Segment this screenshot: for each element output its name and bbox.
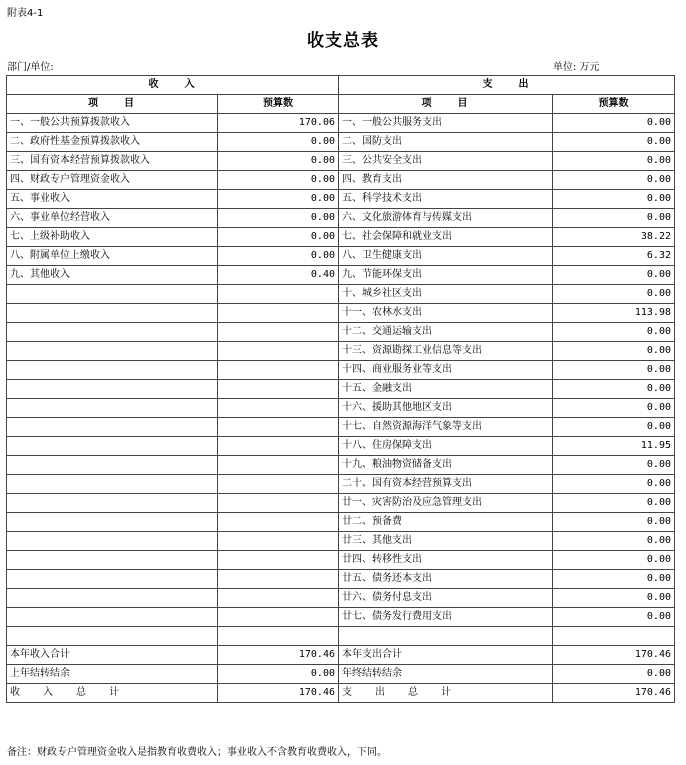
blank-cell xyxy=(7,494,218,513)
blank-cell xyxy=(218,342,339,361)
table-row xyxy=(7,551,675,570)
income-item-label: 八、附属单位上缴收入 xyxy=(7,247,218,266)
expense-item-label: 九、节能环保支出 xyxy=(339,266,553,285)
blank-cell xyxy=(218,418,339,437)
annual-total-row xyxy=(7,645,675,664)
expense-item-label: 廿四、转移性支出 xyxy=(339,551,553,570)
income-item-header: 项 目 xyxy=(7,95,218,114)
table-row xyxy=(7,304,675,323)
expense-item-label: 十四、商业服务业等支出 xyxy=(339,361,553,380)
expense-item-label: 七、社会保障和就业支出 xyxy=(339,228,553,247)
expense-item-label: 廿五、债务还本支出 xyxy=(339,570,553,589)
blank-cell xyxy=(7,380,218,399)
expense-item-value: 113.98 xyxy=(553,304,675,323)
table-row xyxy=(7,209,675,228)
table-row xyxy=(7,494,675,513)
table-row xyxy=(7,323,675,342)
income-item-label: 五、事业收入 xyxy=(7,190,218,209)
blank-cell xyxy=(218,456,339,475)
income-header: 收 入 xyxy=(7,76,339,95)
expense-budget-header: 预算数 xyxy=(553,95,675,114)
blank-cell xyxy=(218,513,339,532)
income-item-label: 一、一般公共预算拨款收入 xyxy=(7,114,218,133)
expense-item-value: 0.00 xyxy=(553,456,675,475)
blank-cell xyxy=(7,570,218,589)
expense-item-label: 八、卫生健康支出 xyxy=(339,247,553,266)
income-item-label: 四、财政专户管理资金收入 xyxy=(7,171,218,190)
blank-cell xyxy=(7,323,218,342)
table-row xyxy=(7,475,675,494)
blank-cell xyxy=(218,323,339,342)
income-year-label: 本年收入合计 xyxy=(7,645,218,664)
footnote: 备注：财政专户管理资金收入是指教育收费收入；事业收入不含教育收费收入，下同。 xyxy=(7,747,387,758)
table-row xyxy=(7,342,675,361)
table-row xyxy=(7,285,675,304)
expense-item-value: 0.00 xyxy=(553,551,675,570)
blank-cell xyxy=(7,532,218,551)
expense-item-label: 廿七、债务发行费用支出 xyxy=(339,608,553,627)
expense-item-value: 0.00 xyxy=(553,266,675,285)
table-row xyxy=(7,608,675,627)
table-row xyxy=(7,228,675,247)
expense-item-label: 三、公共安全支出 xyxy=(339,152,553,171)
expense-item-label: 五、科学技术支出 xyxy=(339,190,553,209)
expense-item-header: 项 目 xyxy=(339,95,553,114)
column-header-row xyxy=(7,95,675,114)
expense-item-value: 0.00 xyxy=(553,513,675,532)
table-row xyxy=(7,190,675,209)
unit-label: 单位: 万元 xyxy=(553,62,600,73)
expense-item-label: 十六、援助其他地区支出 xyxy=(339,399,553,418)
blank-cell xyxy=(7,361,218,380)
income-item-value: 0.00 xyxy=(218,152,339,171)
table-row xyxy=(7,114,675,133)
table-row xyxy=(7,171,675,190)
expense-item-value: 0.00 xyxy=(553,380,675,399)
carry-out-value: 0.00 xyxy=(553,664,675,683)
group-header-row xyxy=(7,76,675,95)
expense-item-value: 0.00 xyxy=(553,133,675,152)
blank-cell xyxy=(7,589,218,608)
blank-cell xyxy=(218,589,339,608)
income-total-value: 170.46 xyxy=(218,683,339,702)
expense-item-value: 11.95 xyxy=(553,437,675,456)
expense-item-value: 0.00 xyxy=(553,285,675,304)
blank-cell xyxy=(7,285,218,304)
table-row xyxy=(7,152,675,171)
expense-year-value: 170.46 xyxy=(553,645,675,664)
expense-item-value: 0.00 xyxy=(553,494,675,513)
blank-cell xyxy=(7,418,218,437)
expense-item-label: 十八、住房保障支出 xyxy=(339,437,553,456)
income-total-label: 收 入 总 计 xyxy=(7,683,218,702)
blank-cell xyxy=(7,437,218,456)
table-row xyxy=(7,361,675,380)
expense-item-label: 十二、交通运输支出 xyxy=(339,323,553,342)
income-item-value: 0.00 xyxy=(218,228,339,247)
page-title: 收支总表 xyxy=(307,31,379,51)
expense-item-label: 一、一般公共服务支出 xyxy=(339,114,553,133)
blank-cell xyxy=(7,513,218,532)
blank-cell xyxy=(218,532,339,551)
blank-cell xyxy=(218,608,339,627)
expense-total-label: 支 出 总 计 xyxy=(339,683,553,702)
table-row xyxy=(7,456,675,475)
expense-item-label: 廿六、债务付息支出 xyxy=(339,589,553,608)
income-item-label: 六、事业单位经营收入 xyxy=(7,209,218,228)
expense-item-value: 0.00 xyxy=(553,114,675,133)
expense-item-value: 0.00 xyxy=(553,190,675,209)
income-budget-header: 预算数 xyxy=(218,95,339,114)
department-label: 部门/单位: xyxy=(7,62,54,73)
table-row xyxy=(7,247,675,266)
expense-item-label: 六、文化旅游体育与传媒支出 xyxy=(339,209,553,228)
income-item-label: 九、其他收入 xyxy=(7,266,218,285)
blank-cell xyxy=(7,551,218,570)
expense-item-value: 0.00 xyxy=(553,418,675,437)
table-row xyxy=(7,399,675,418)
income-item-label: 二、政府性基金预算拨款收入 xyxy=(7,133,218,152)
expense-item-label: 二十、国有资本经营预算支出 xyxy=(339,475,553,494)
table-row xyxy=(7,513,675,532)
expense-item-value: 0.00 xyxy=(553,152,675,171)
blank-cell xyxy=(7,342,218,361)
carryover-row xyxy=(7,664,675,683)
blank-cell xyxy=(218,570,339,589)
expense-item-label: 廿二、预备费 xyxy=(339,513,553,532)
expense-item-value: 38.22 xyxy=(553,228,675,247)
expense-item-value: 0.00 xyxy=(553,323,675,342)
blank-cell xyxy=(218,494,339,513)
expense-item-value: 0.00 xyxy=(553,589,675,608)
expense-item-value: 0.00 xyxy=(553,475,675,494)
expense-item-label: 四、教育支出 xyxy=(339,171,553,190)
expense-item-label: 十三、资源勘探工业信息等支出 xyxy=(339,342,553,361)
expense-item-value: 0.00 xyxy=(553,209,675,228)
blank-cell xyxy=(218,475,339,494)
table-row xyxy=(7,133,675,152)
budget-table xyxy=(6,75,675,703)
blank-cell xyxy=(218,285,339,304)
blank-cell xyxy=(7,456,218,475)
expense-item-value: 0.00 xyxy=(553,342,675,361)
blank-cell xyxy=(7,627,218,646)
income-item-value: 0.00 xyxy=(218,133,339,152)
income-item-value: 170.06 xyxy=(218,114,339,133)
expense-item-value: 0.00 xyxy=(553,361,675,380)
expense-item-label: 廿三、其他支出 xyxy=(339,532,553,551)
table-row xyxy=(7,532,675,551)
annex-label: 附表4-1 xyxy=(7,8,44,19)
blank-cell xyxy=(218,437,339,456)
blank-cell xyxy=(7,608,218,627)
income-item-value: 0.00 xyxy=(218,209,339,228)
table-row xyxy=(7,627,675,646)
blank-cell xyxy=(218,627,339,646)
expense-item-label: 二、国防支出 xyxy=(339,133,553,152)
expense-item-value: 0.00 xyxy=(553,171,675,190)
table-row xyxy=(7,589,675,608)
expense-year-label: 本年支出合计 xyxy=(339,645,553,664)
expense-item-label: 十七、自然资源海洋气象等支出 xyxy=(339,418,553,437)
expense-item-label: 十九、粮油物资储备支出 xyxy=(339,456,553,475)
blank-cell xyxy=(7,475,218,494)
carry-in-value: 0.00 xyxy=(218,664,339,683)
table-row xyxy=(7,380,675,399)
carry-in-label: 上年结转结余 xyxy=(7,664,218,683)
table-row xyxy=(7,418,675,437)
blank-cell xyxy=(218,551,339,570)
expense-item-value: 0.00 xyxy=(553,532,675,551)
blank-cell xyxy=(218,361,339,380)
blank-cell xyxy=(218,304,339,323)
expense-item-label: 十一、农林水支出 xyxy=(339,304,553,323)
blank-cell xyxy=(553,627,675,646)
blank-cell xyxy=(218,380,339,399)
expense-item-label: 十五、金融支出 xyxy=(339,380,553,399)
income-item-value: 0.00 xyxy=(218,171,339,190)
blank-cell xyxy=(218,399,339,418)
expense-header: 支 出 xyxy=(339,76,675,95)
table-row xyxy=(7,570,675,589)
blank-cell xyxy=(339,627,553,646)
expense-total-value: 170.46 xyxy=(553,683,675,702)
blank-cell xyxy=(7,399,218,418)
expense-item-value: 0.00 xyxy=(553,399,675,418)
income-item-value: 0.00 xyxy=(218,190,339,209)
expense-item-value: 6.32 xyxy=(553,247,675,266)
table-row xyxy=(7,266,675,285)
blank-cell xyxy=(7,304,218,323)
income-item-value: 0.00 xyxy=(218,247,339,266)
table-row xyxy=(7,437,675,456)
income-item-label: 七、上级补助收入 xyxy=(7,228,218,247)
carry-out-label: 年终结转结余 xyxy=(339,664,553,683)
expense-item-label: 十、城乡社区支出 xyxy=(339,285,553,304)
income-year-value: 170.46 xyxy=(218,645,339,664)
income-item-label: 三、国有资本经营预算拨款收入 xyxy=(7,152,218,171)
expense-item-label: 廿一、灾害防治及应急管理支出 xyxy=(339,494,553,513)
grand-total-row xyxy=(7,683,675,702)
expense-item-value: 0.00 xyxy=(553,570,675,589)
income-item-value: 0.40 xyxy=(218,266,339,285)
expense-item-value: 0.00 xyxy=(553,608,675,627)
